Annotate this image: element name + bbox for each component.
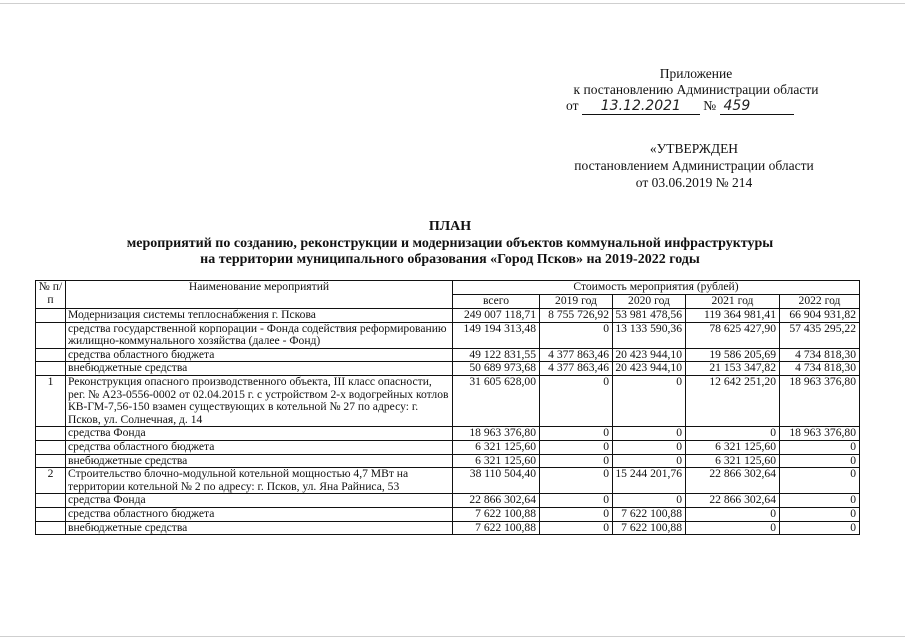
- handwritten-date: 13.12.2021: [582, 99, 700, 115]
- header-2021: 2021 год: [686, 295, 780, 309]
- table-cell-total: 38 110 504,40: [453, 468, 540, 494]
- table-cell-total: 249 007 118,71: [453, 309, 540, 323]
- table-cell-y2020: 53 981 478,56: [613, 309, 686, 323]
- table-cell-name: средства государственной корпорации - Фонда содействия реформированию жилищно-коммунального хозяйства (далее - Фонд): [66, 322, 453, 348]
- table-row: [36, 309, 860, 323]
- table-cell-name: средства Фонда: [66, 494, 453, 508]
- table-cell-y2022: 0: [780, 468, 860, 494]
- table-cell-y2020: 7 622 100,88: [613, 521, 686, 535]
- table-cell-num: 2: [36, 468, 66, 494]
- scan-edge-bottom: [0, 636, 905, 637]
- table-cell-y2022: 0: [780, 507, 860, 521]
- table-cell-y2021: 22 866 302,64: [686, 494, 780, 508]
- table-cell-num: [36, 362, 66, 376]
- table-cell-y2021: 22 866 302,64: [686, 468, 780, 494]
- table-cell-total: 7 622 100,88: [453, 521, 540, 535]
- table-cell-name: Строительство блочно-модульной котельной мощностью 4,7 МВт на территории котельной № 2 по адресу: г. Псков, ул. Яна Райниса, 53: [66, 468, 453, 494]
- table-cell-y2019: 0: [540, 494, 613, 508]
- document-title: [60, 219, 840, 269]
- table-cell-num: [36, 494, 66, 508]
- scan-edge-top: [0, 3, 905, 4]
- table-row: [36, 521, 860, 535]
- attachment-number-label: №: [703, 98, 717, 113]
- table-cell-y2022: 4 734 818,30: [780, 362, 860, 376]
- table-cell-name: Модернизация системы теплоснабжения г. Пскова: [66, 309, 453, 323]
- table-cell-y2021: 0: [686, 507, 780, 521]
- table-cell-y2021: 6 321 125,60: [686, 454, 780, 468]
- table-cell-y2020: 0: [613, 494, 686, 508]
- table-cell-y2020: 20 423 944,10: [613, 348, 686, 362]
- table-cell-y2021: 6 321 125,60: [686, 440, 780, 454]
- header-2020: 2020 год: [613, 295, 686, 309]
- table-cell-y2021: 19 586 205,69: [686, 348, 780, 362]
- table-cell-y2022: 18 963 376,80: [780, 375, 860, 426]
- table-cell-total: 49 122 831,55: [453, 348, 540, 362]
- table-row: [36, 494, 860, 508]
- table-row: [36, 454, 860, 468]
- table-cell-y2019: 4 377 863,46: [540, 348, 613, 362]
- table-cell-num: [36, 348, 66, 362]
- plan-table: [35, 280, 860, 535]
- table-cell-y2020: 0: [613, 427, 686, 441]
- attachment-date-number-line: [556, 98, 836, 115]
- table-cell-y2019: 0: [540, 454, 613, 468]
- table-cell-name: внебюджетные средства: [66, 454, 453, 468]
- table-row: [36, 427, 860, 441]
- table-cell-y2021: 119 364 981,41: [686, 309, 780, 323]
- table-cell-name: средства областного бюджета: [66, 348, 453, 362]
- table-cell-num: [36, 322, 66, 348]
- table-cell-name: Реконструкция опасного производственного объекта, III класс опасности, рег. № А23-0556-0002 от 02.04.2015 г. с устройством 2-х водогрейных котлов КВ-ГМ-7,56-150 взамен существующих в котельной № 27 по адресу: г. Псков, ул. Солнечная, д. 14: [66, 375, 453, 426]
- table-cell-num: [36, 521, 66, 535]
- header-number: № п/п: [36, 281, 66, 309]
- table-cell-y2022: 0: [780, 454, 860, 468]
- table-cell-num: [36, 309, 66, 323]
- table-cell-num: [36, 507, 66, 521]
- header-name: Наименование мероприятий: [66, 281, 453, 309]
- table-cell-num: [36, 440, 66, 454]
- header-cost: Стоимость мероприятия (рублей): [453, 281, 860, 295]
- table-row: [36, 362, 860, 376]
- table-cell-num: [36, 454, 66, 468]
- table-row: [36, 440, 860, 454]
- table-cell-total: 6 321 125,60: [453, 440, 540, 454]
- table-cell-y2019: 0: [540, 468, 613, 494]
- table-cell-y2020: 7 622 100,88: [613, 507, 686, 521]
- attachment-resolution: к постановлению Администрации области: [573, 82, 819, 97]
- table-cell-y2021: 12 642 251,20: [686, 375, 780, 426]
- table-cell-y2021: 21 153 347,82: [686, 362, 780, 376]
- table-cell-y2021: 0: [686, 427, 780, 441]
- table-cell-y2020: 15 244 201,76: [613, 468, 686, 494]
- table-cell-y2022: 66 904 931,82: [780, 309, 860, 323]
- attachment-from-label: от: [566, 98, 579, 113]
- table-cell-y2021: 78 625 427,90: [686, 322, 780, 348]
- table-cell-y2019: 0: [540, 521, 613, 535]
- header-2022: 2022 год: [780, 295, 860, 309]
- title-subject: мероприятий по созданию, реконструкции и модернизации объектов коммунальной инфраструктуры: [126, 235, 774, 251]
- table-cell-y2020: 0: [613, 440, 686, 454]
- table-row: [36, 322, 860, 348]
- table-cell-name: внебюджетные средства: [66, 521, 453, 535]
- header-2019: 2019 год: [540, 295, 613, 309]
- table-cell-y2022: 0: [780, 521, 860, 535]
- table-cell-y2022: 0: [780, 440, 860, 454]
- title-territory: на территории муниципального образования «Город Псков» на 2019-2022 годы: [200, 252, 700, 267]
- table-cell-y2020: 0: [613, 375, 686, 426]
- table-cell-y2022: 18 963 376,80: [780, 427, 860, 441]
- table-cell-y2019: 0: [540, 440, 613, 454]
- approval-title: «УТВЕРЖДЕН: [649, 141, 739, 156]
- table-cell-name: средства областного бюджета: [66, 507, 453, 521]
- table-row: [36, 507, 860, 521]
- table-cell-y2019: 4 377 863,46: [540, 362, 613, 376]
- table-cell-y2022: 0: [780, 494, 860, 508]
- table-cell-y2019: 0: [540, 322, 613, 348]
- table-row: [36, 468, 860, 494]
- plan-table-body: [36, 309, 860, 535]
- table-cell-y2020: 0: [613, 454, 686, 468]
- table-row: [36, 348, 860, 362]
- attachment-block: [556, 66, 836, 115]
- table-cell-y2019: 0: [540, 375, 613, 426]
- table-cell-num: 1: [36, 375, 66, 426]
- approval-resolution: постановлением Администрации области: [574, 158, 814, 173]
- table-cell-total: 18 963 376,80: [453, 427, 540, 441]
- table-cell-num: [36, 427, 66, 441]
- table-cell-y2020: 13 133 590,36: [613, 322, 686, 348]
- table-cell-y2022: 57 435 295,22: [780, 322, 860, 348]
- table-cell-y2020: 20 423 944,10: [613, 362, 686, 376]
- approval-block: [554, 140, 834, 191]
- table-cell-name: средства Фонда: [66, 427, 453, 441]
- table-cell-total: 50 689 973,68: [453, 362, 540, 376]
- table-cell-total: 31 605 628,00: [453, 375, 540, 426]
- table-cell-total: 6 321 125,60: [453, 454, 540, 468]
- table-cell-y2021: 0: [686, 521, 780, 535]
- table-cell-total: 149 194 313,48: [453, 322, 540, 348]
- table-cell-y2019: 0: [540, 427, 613, 441]
- title-plan: ПЛАН: [428, 219, 472, 234]
- attachment-title: Приложение: [659, 66, 733, 81]
- table-cell-total: 7 622 100,88: [453, 507, 540, 521]
- table-cell-y2019: 0: [540, 507, 613, 521]
- table-cell-y2019: 8 755 726,92: [540, 309, 613, 323]
- table-cell-total: 22 866 302,64: [453, 494, 540, 508]
- handwritten-number: 459: [720, 99, 794, 115]
- table-cell-y2022: 4 734 818,30: [780, 348, 860, 362]
- table-cell-name: внебюджетные средства: [66, 362, 453, 376]
- table-cell-name: средства областного бюджета: [66, 440, 453, 454]
- header-total: всего: [453, 295, 540, 309]
- table-row: [36, 375, 860, 426]
- approval-date: от 03.06.2019 № 214: [635, 175, 753, 190]
